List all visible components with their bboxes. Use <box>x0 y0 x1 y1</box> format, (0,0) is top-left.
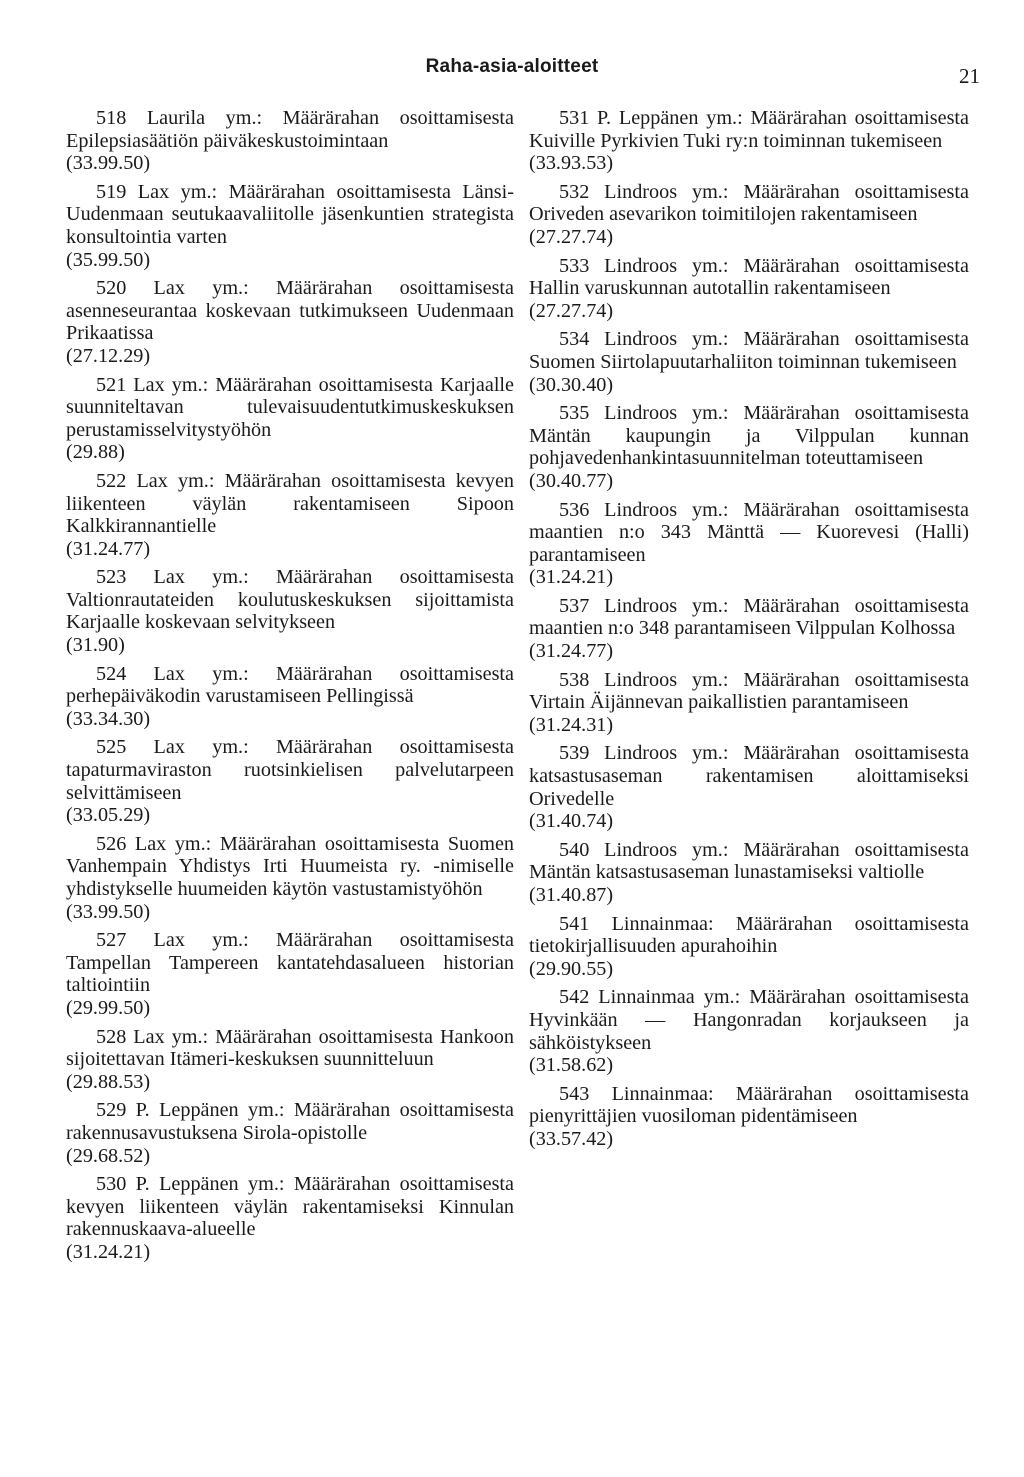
bill-entry <box>529 1083 969 1151</box>
budget-code: (33.93.53) <box>529 152 614 175</box>
bill-entry-text: 522 Lax ym.: Määrärahan osoittamisesta kevyen liikenteen väylän rakentamiseen Sipoon Kalkkirannantielle <box>66 469 514 538</box>
bill-entry <box>66 277 514 367</box>
budget-code: (31.24.21) <box>66 1240 151 1263</box>
bill-entry <box>529 986 969 1076</box>
bill-entry <box>66 1099 514 1167</box>
budget-code: (31.58.62) <box>529 1054 614 1077</box>
bill-entry-text: 534 Lindroos ym.: Määrärahan osoittamisesta Suomen Siirtolapuutarhaliiton toiminnan tukemiseen <box>529 328 969 373</box>
bill-entry <box>529 402 969 492</box>
bill-entry-text: 518 Laurila ym.: Määrärahan osoittamisesta Epilepsiasäätiön päiväkeskustoimintaan <box>66 107 514 152</box>
bill-entry <box>66 736 514 826</box>
bill-entry-text: 536 Lindroos ym.: Määrärahan osoittamisesta maantien n:o 343 Mänttä — Kuorevesi (Halli) parantamiseen <box>529 498 969 566</box>
bill-entry-text: 537 Lindroos ym.: Määrärahan osoittamisesta maantien n:o 348 parantamiseen Vilppulan Kolhossa <box>529 594 969 640</box>
budget-code: (29.68.52) <box>66 1144 151 1167</box>
bill-entry-text: 541 Linnainmaa: Määrärahan osoittamisesta tietokirjallisuuden apurahoihin <box>529 912 969 958</box>
bill-entry-text: 526 Lax ym.: Määrärahan osoittamisesta Suomen Vanhempain Yhdistys Irti Huumeista ry. -nimiselle yhdistykselle huumeiden käytön vastustamistyöhön <box>66 832 514 900</box>
bill-entry <box>66 1026 514 1094</box>
bill-entry <box>529 499 969 589</box>
budget-code: (31.24.77) <box>529 640 614 663</box>
budget-code: (29.88.53) <box>66 1070 151 1093</box>
bill-entry-text: 529 P. Leppänen ym.: Määrärahan osoittamisesta rakennusavustuksena Sirola-opistolle <box>66 1099 514 1144</box>
left-column <box>66 107 514 1270</box>
budget-code: (33.99.50) <box>66 900 151 923</box>
bill-entry-text: 519 Lax ym.: Määrärahan osoittamisesta Länsi-Uudenmaan seutukaavaliitolle jäsenkuntien strategista konsultointia varten <box>66 180 514 248</box>
bill-entry <box>66 374 514 464</box>
bill-entry-text: 528 Lax ym.: Määrärahan osoittamisesta Hankoon sijoitettavan Itämeri-keskuksen suunnitteluun <box>66 1025 514 1071</box>
bill-entry-text: 525 Lax ym.: Määrärahan osoittamisesta tapaturmaviraston ruotsinkielisen palvelutarpeen selvittämiseen <box>66 736 514 804</box>
bill-entry <box>66 470 514 560</box>
budget-code: (33.57.42) <box>529 1127 614 1150</box>
bill-entry <box>529 913 969 981</box>
bill-entry-text: 540 Lindroos ym.: Määrärahan osoittamisesta Mäntän katsastusaseman lunastamiseksi valtiolle <box>529 838 969 884</box>
budget-code: (35.99.50) <box>66 248 151 271</box>
bill-entry <box>66 1173 514 1263</box>
bill-entry <box>66 181 514 271</box>
budget-code: (33.99.50) <box>66 152 151 175</box>
bill-entry-text: 539 Lindroos ym.: Määrärahan osoittamisesta katsastusaseman rakentamisen aloittamiseksi Orivedelle <box>529 742 969 810</box>
budget-code: (29.88) <box>66 441 125 464</box>
bill-entry <box>66 663 514 731</box>
budget-code: (29.99.50) <box>66 996 151 1019</box>
budget-code: (27.27.74) <box>529 225 614 248</box>
budget-code: (31.24.31) <box>529 713 614 736</box>
bill-entry-text: 531 P. Leppänen ym.: Määrärahan osoittamisesta Kuiville Pyrkivien Tuki ry:n toiminnan tukemiseen <box>529 107 969 152</box>
bill-entry <box>529 669 969 737</box>
page-number: 21 <box>959 64 980 88</box>
bill-entry <box>529 107 969 175</box>
budget-code: (33.05.29) <box>66 804 151 827</box>
bill-entry <box>529 181 969 249</box>
bill-entry-text: 532 Lindroos ym.: Määrärahan osoittamisesta Oriveden asevarikon toimitilojen rakentamiseen <box>529 180 969 226</box>
budget-code: (31.40.87) <box>529 884 614 906</box>
bill-entry-text: 542 Linnainmaa ym.: Määrärahan osoittamisesta Hyvinkään — Hangonradan korjaukseen ja sähköistykseen <box>529 986 969 1054</box>
budget-code: (27.12.29) <box>66 344 151 367</box>
budget-code: (31.40.74) <box>529 810 614 833</box>
bill-entry-text: 535 Lindroos ym.: Määrärahan osoittamisesta Mäntän kaupungin ja Vilppulan kunnan pohjavedenhankintasuunnitelman toteuttamiseen <box>529 402 969 470</box>
bill-entry <box>66 833 514 923</box>
budget-code: (27.27.74) <box>529 299 614 322</box>
bill-entry-text: 521 Lax ym.: Määrärahan osoittamisesta Karjaalle suunniteltavan tulevaisuudentutkimuskeskuksen perustamisselvitystyöhön <box>66 373 514 441</box>
right-column <box>529 107 969 1157</box>
bill-entry-text: 520 Lax ym.: Määrärahan osoittamisesta asenneseurantaa koskevaan tutkimukseen Uudenmaan Prikaatissa <box>66 277 514 345</box>
bill-entry-text: 533 Lindroos ym.: Määrärahan osoittamisesta Hallin varuskunnan autotallin rakentamiseen <box>529 254 969 300</box>
bill-entry-text: 527 Lax ym.: Määrärahan osoittamisesta Tampellan Tampereen kantatehdasalueen historian taltiointiin <box>66 929 514 997</box>
budget-code: (29.90.55) <box>529 957 614 980</box>
budget-code: (31.24.77) <box>66 537 151 560</box>
bill-entry-text: 530 P. Leppänen ym.: Määrärahan osoittamisesta kevyen liikenteen väylän rakentamiseksi Kinnulan rakennuskaava-alueelle <box>66 1173 514 1241</box>
bill-entry <box>529 255 969 323</box>
bill-entry <box>529 595 969 663</box>
bill-entry-text: 523 Lax ym.: Määrärahan osoittamisesta Valtionrautateiden koulutuskeskuksen sijoittamista Karjaalle koskevaan selvitykseen <box>66 566 514 634</box>
bill-entry <box>529 328 969 396</box>
running-title: Raha-asia-aloitteet <box>425 56 599 77</box>
budget-code: (33.34.30) <box>66 707 151 730</box>
bill-entry-text: 538 Lindroos ym.: Määrärahan osoittamisesta Virtain Äijännevan paikallistien parantamiseen <box>529 668 969 714</box>
bill-entry <box>529 742 969 832</box>
budget-code: (30.30.40) <box>529 373 614 396</box>
bill-entry <box>66 107 514 175</box>
budget-code: (31.24.21) <box>529 566 614 589</box>
bill-entry <box>66 566 514 656</box>
bill-entry <box>529 839 969 907</box>
page-header <box>0 56 1024 96</box>
bill-entry-text: 543 Linnainmaa: Määrärahan osoittamisesta pienyrittäjien vuosiloman pidentämiseen <box>529 1082 969 1128</box>
bill-entry-text: 524 Lax ym.: Määrärahan osoittamisesta perhepäiväkodin varustamiseen Pellingissä <box>66 662 514 708</box>
bill-entry <box>66 929 514 1019</box>
budget-code: (31.90) <box>66 634 125 657</box>
budget-code: (30.40.77) <box>529 469 614 492</box>
